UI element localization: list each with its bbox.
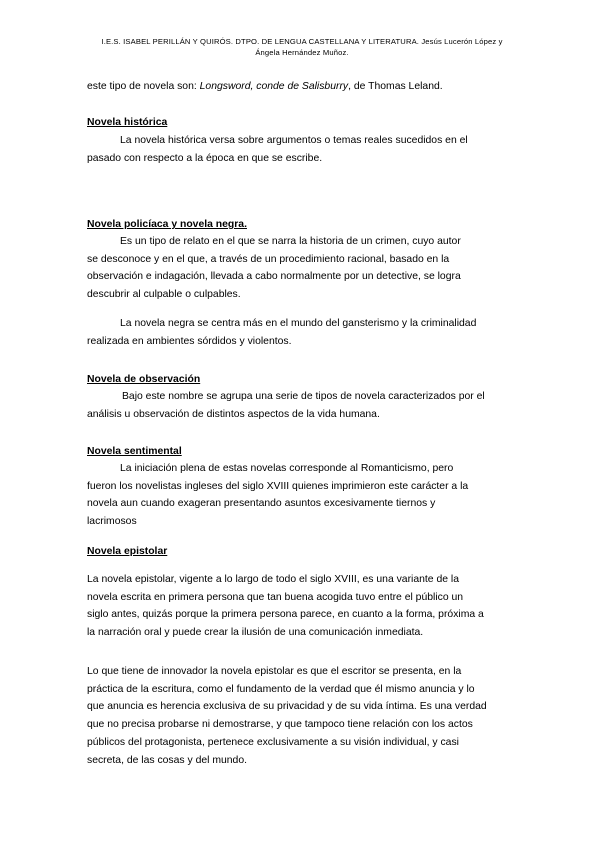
text-line: La novela epistolar, vigente a lo largo de todo el siglo XVIII, es una variante de la xyxy=(87,574,459,585)
intro-book-title: Longsword, conde de Salisburry xyxy=(199,81,349,92)
text-line: Bajo este nombre se agrupa una serie de tipos de novela caracterizados por el xyxy=(122,391,485,402)
intro-paragraph xyxy=(87,78,517,96)
paragraph-epistolar-1 xyxy=(87,571,517,642)
heading-novela-observacion: Novela de observación xyxy=(87,374,201,385)
paragraph-policiaca-1 xyxy=(87,233,517,304)
text-line: realizada en ambientes sórdidos y violentos. xyxy=(87,335,292,347)
text-line: que no precisa probarse ni demostrarse, y que tampoco tiene relación con los actos xyxy=(87,719,473,731)
text-line: práctica de la escritura, como el fundamento de la verdad que él mismo anuncia y lo xyxy=(87,683,475,695)
heading-novela-sentimental: Novela sentimental xyxy=(87,446,182,457)
text-line: Lo que tiene de innovador la novela epistolar es que el escritor se presenta, en la xyxy=(87,666,462,677)
text-line: novela escrita en primera persona que tan buena acogida tuvo entre el público un xyxy=(87,591,464,603)
text-line: La novela histórica versa sobre argumentos o temas reales sucedidos en el xyxy=(120,135,468,146)
text-line: secreta, de las cosas y del mundo. xyxy=(87,754,247,766)
intro-after: , de Thomas Leland. xyxy=(348,81,443,92)
text-line: siglo antes, quizás porque la primera persona parece, en cuanto a la forma, próxima a xyxy=(87,609,484,621)
paragraph-observacion xyxy=(87,388,517,423)
paragraph-policiaca-2 xyxy=(87,315,517,350)
text-line: la narración oral y puede crear la ilusión de una comunicación inmediata. xyxy=(87,627,424,639)
heading-novela-historica: Novela histórica xyxy=(87,117,168,128)
heading-novela-policiaca: Novela policíaca y novela negra. xyxy=(87,219,247,230)
text-line: públicos del protagonista, pertenece exclusivamente a su visión individual, y casi xyxy=(87,736,459,748)
paragraph-historica xyxy=(87,132,517,167)
text-line: lacrimosos xyxy=(87,516,137,528)
header-line-2: Ángela Hernández Muñoz. xyxy=(255,48,349,57)
text-line: observación e indagación, llevada a cabo normalmente por un detective, se logra xyxy=(87,271,461,283)
text-line: descubrir al culpable o culpables. xyxy=(87,289,241,301)
text-line: se desconoce y en el que, a través de un procedimiento racional, basado en la xyxy=(87,253,450,265)
header-line-1: I.E.S. ISABEL PERILLÁN Y QUIRÓS. DTPO. DE LENGUA CASTELLANA Y LITERATURA. Jesús Lucerón López y xyxy=(101,37,503,46)
paragraph-epistolar-2 xyxy=(87,663,517,769)
text-line: análisis u observación de distintos aspectos de la vida humana. xyxy=(87,408,380,420)
text-line: que anuncia es herencia exclusiva de su privacidad y de su vida íntima. Es una verdad xyxy=(87,701,487,713)
text-line: La iniciación plena de estas novelas corresponde al Romanticismo, pero xyxy=(120,463,454,474)
text-line: pasado con respecto a la época en que se escribe. xyxy=(87,152,323,164)
intro-before: este tipo de novela son: xyxy=(87,81,200,92)
text-line: fueron los novelistas ingleses del siglo XVIII quienes imprimieron este carácter a la xyxy=(87,480,469,492)
paragraph-sentimental xyxy=(87,460,517,531)
page-header xyxy=(82,36,522,58)
text-line: La novela negra se centra más en el mundo del gansterismo y la criminalidad xyxy=(120,318,477,329)
text-line: Es un tipo de relato en el que se narra la historia de un crimen, cuyo autor xyxy=(120,236,461,247)
heading-novela-epistolar: Novela epistolar xyxy=(87,546,168,557)
text-line: novela aun cuando exageran presentando asuntos excesivamente tiernos y xyxy=(87,498,436,510)
